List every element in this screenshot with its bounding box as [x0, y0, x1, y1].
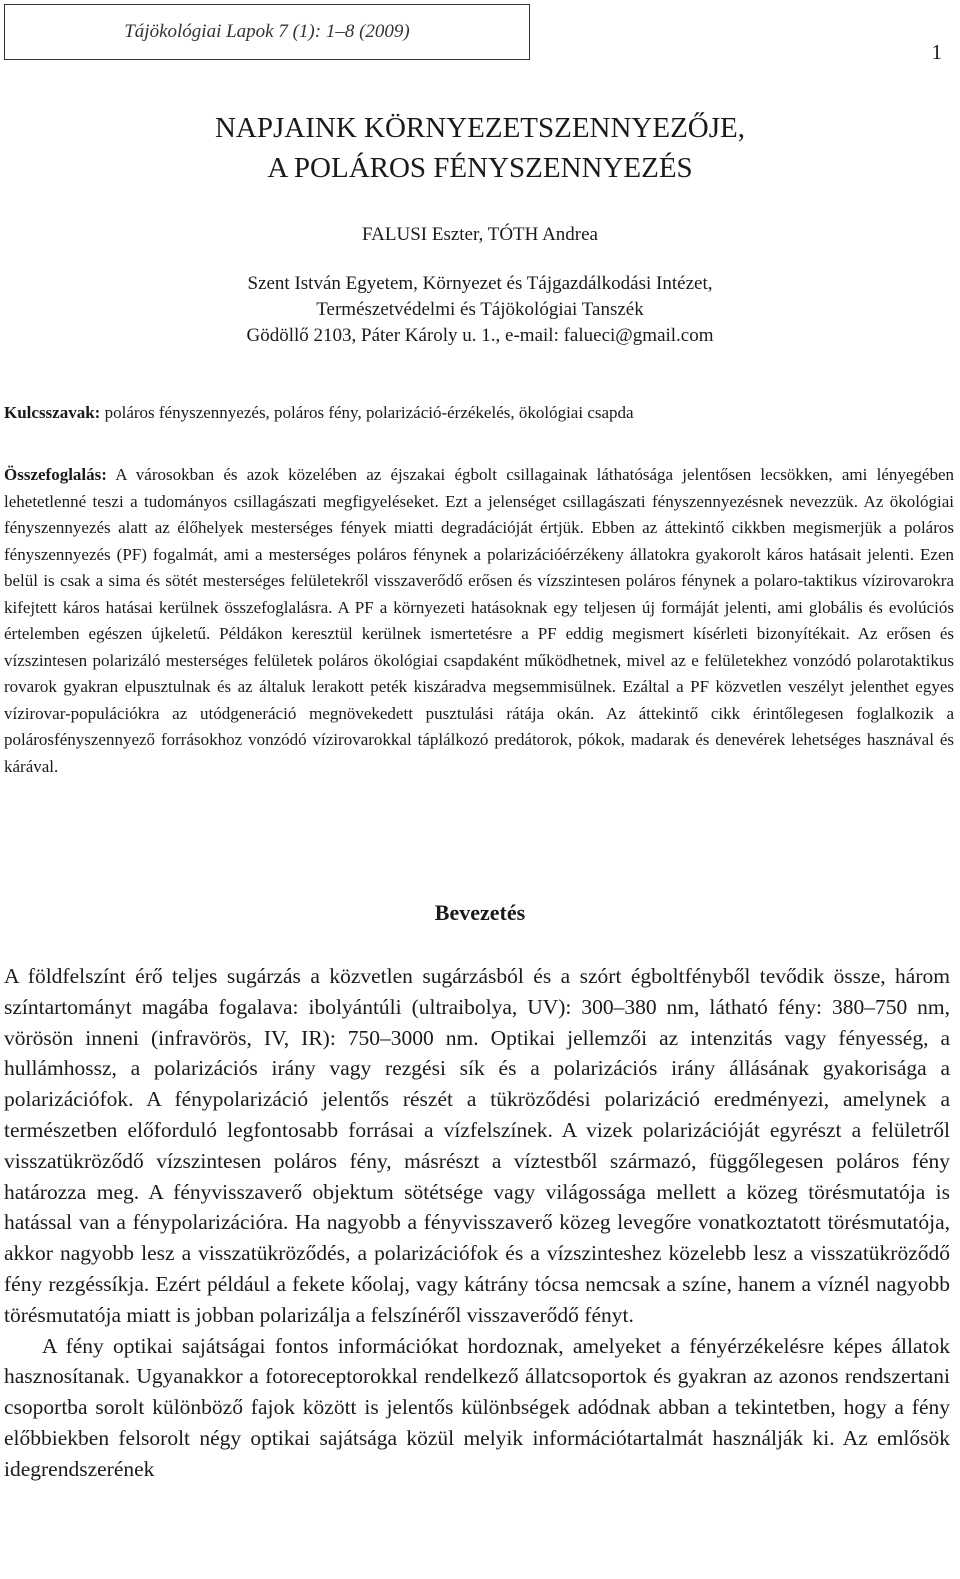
keywords: [4, 403, 954, 423]
journal-citation: Tájökológiai Lapok 7 (1): 1–8 (2009): [4, 4, 530, 60]
paragraph-1: A földfelszínt érő teljes sugárzás a közvetlen sugárzásból és a szórt égboltfényből tevődik össze, három színtartományt magába fogalava: ibolyántúli (ultraibolya, UV): 300–380 nm, látható fény: 380–750 nm, vörösön inneni (infravörös, IV, IR): 750–3000 nm. Optikai jellemzői az intenzitás vagy fényesség, a hullámhossz, a polarizációs irány vagy rezgési sík és a polarizációs irány állásának gyakorisága a polarizációfok. A fénypolarizáció jelentős részét a tükröződési polarizáció eredményezi, amelynek a természetben előforduló legfontosabb forrásai a vízfelszínek. A vizek polarizációját egyrészt a felületről visszatükröződő vízszintesen poláros fény, másrészt a víztestből származó, függőlegesen poláros fény határozza meg. A fényvisszaverő objektum sötétsége vagy világossága mellett a közeg törésmutatója is hatással van a fénypolarizációra. Ha nagyobb a fényvisszaverő közeg levegőre vonatkoztatott törésmutatója, akkor nagyobb lesz a visszatükröződés, a polarizációfok és a vízszinteshez közelebb lesz a visszatükröződő fény rezgéssíkja. Ezért például a fekete kőolaj, vagy kátrány tócsa nemcsak a színe, hanem a víznél nagyobb törésmutatója miatt is jobban polarizálja a felszínéről visszaverődő fényt.: [4, 964, 950, 1327]
paragraph-2: A fény optikai sajátságai fontos információkat hordoznak, amelyeket a fényérzékelésre képes állatok hasznosítanak. Ugyanakkor a fotoreceptorokkal rendelkező állatcsoportok és gyakran az azonos rendszertani csoportba sorolt különböző fajok között is jelentős különbségek adódnak abban a tekintetben, hogy a fény előbbiekben felsorolt négy optikai sajátsága közül melyik információtartalmát használják ki. Az emlősök idegrendszerének: [4, 1333, 950, 1481]
page-number: 1: [931, 40, 942, 64]
authors: FALUSI Eszter, TÓTH Andrea: [362, 224, 598, 245]
affiliation-line-3: Gödöllő 2103, Páter Károly u. 1., e-mail: falueci@gmail.com: [246, 325, 714, 346]
title-line-1: NAPJAINK KÖRNYEZETSZENNYEZŐJE,: [214, 112, 745, 144]
abstract-text: A városokban és azok közelében az éjszakai égbolt csillagainak láthatósága jelentősen lecsökken, ami lényegében lehetetlenné teszi a tudományos csillagászati megfigyeléseket. Ezt a jelenséget csillagászati fényszennyezésnek nevezzük. Az ökológiai fényszennyezés alatt az élőhelyek mesterséges fények miatti degradációját értjük. Ebben az áttekintő cikkben megismerjük a poláros fényszennyezés (PF) fogalmát, ami a mesterséges poláros fénynek a polarizációérzékeny állatokra gyakorolt káros hatásait jelenti. Ezen belül is csak a sima és sötét mesterséges felületekről visszaverődő erősen és vízszintesen poláros fénynek a polaro-taktikus vízirovarokra kifejtett káros hatásai kerülnek összefoglalásra. A PF a környezeti hatásoknak egy teljesen új formáját jelenti, ami globális és evolúciós értelemben egészen újkeletű. Példákon keresztül kerülnek ismertetésre a PF eddig megismert kísérleti bizonyítékait. Az erősen és vízszintesen polarizáló mesterséges felületek poláros ökológiai csapdaként működhetnek, mivel az e felületekhez vonzódó polarotaktikus rovarok gyakran elpusztulnak és az általuk lerakott peték kiszáradva megsemmisülnek. Ezáltal a PF közvetlen veszélyt jelenthet egyes vízirovar-populációkra az utódgeneráció megnövekedett pusztulási rátája okán. Az áttekintő cikk érintőlegesen foglalkozik a polárosfényszennyező forrásokhoz vonzódó vízirovarokkal táplálkozó predátorok, pókok, madarak és denevérek lehetséges hasznával és kárával.: [4, 465, 954, 776]
abstract: [4, 462, 954, 780]
body-text: [4, 961, 950, 1485]
abstract-label: Összefoglalás:: [4, 465, 107, 484]
title-line-2: A POLÁROS FÉNYSZENNYEZÉS: [267, 152, 693, 184]
keywords-text: poláros fényszennyezés, poláros fény, polarizáció-érzékelés, ökológiai csapda: [100, 403, 634, 422]
section-heading: Bevezetés: [434, 900, 526, 925]
affiliation: [0, 271, 960, 349]
keywords-label: Kulcsszavak:: [4, 403, 101, 422]
affiliation-line-1: Szent István Egyetem, Környezet és Tájgazdálkodási Intézet,: [247, 273, 713, 294]
article-title: [0, 108, 960, 188]
affiliation-line-2: Természetvédelmi és Tájökológiai Tanszék: [316, 299, 644, 320]
